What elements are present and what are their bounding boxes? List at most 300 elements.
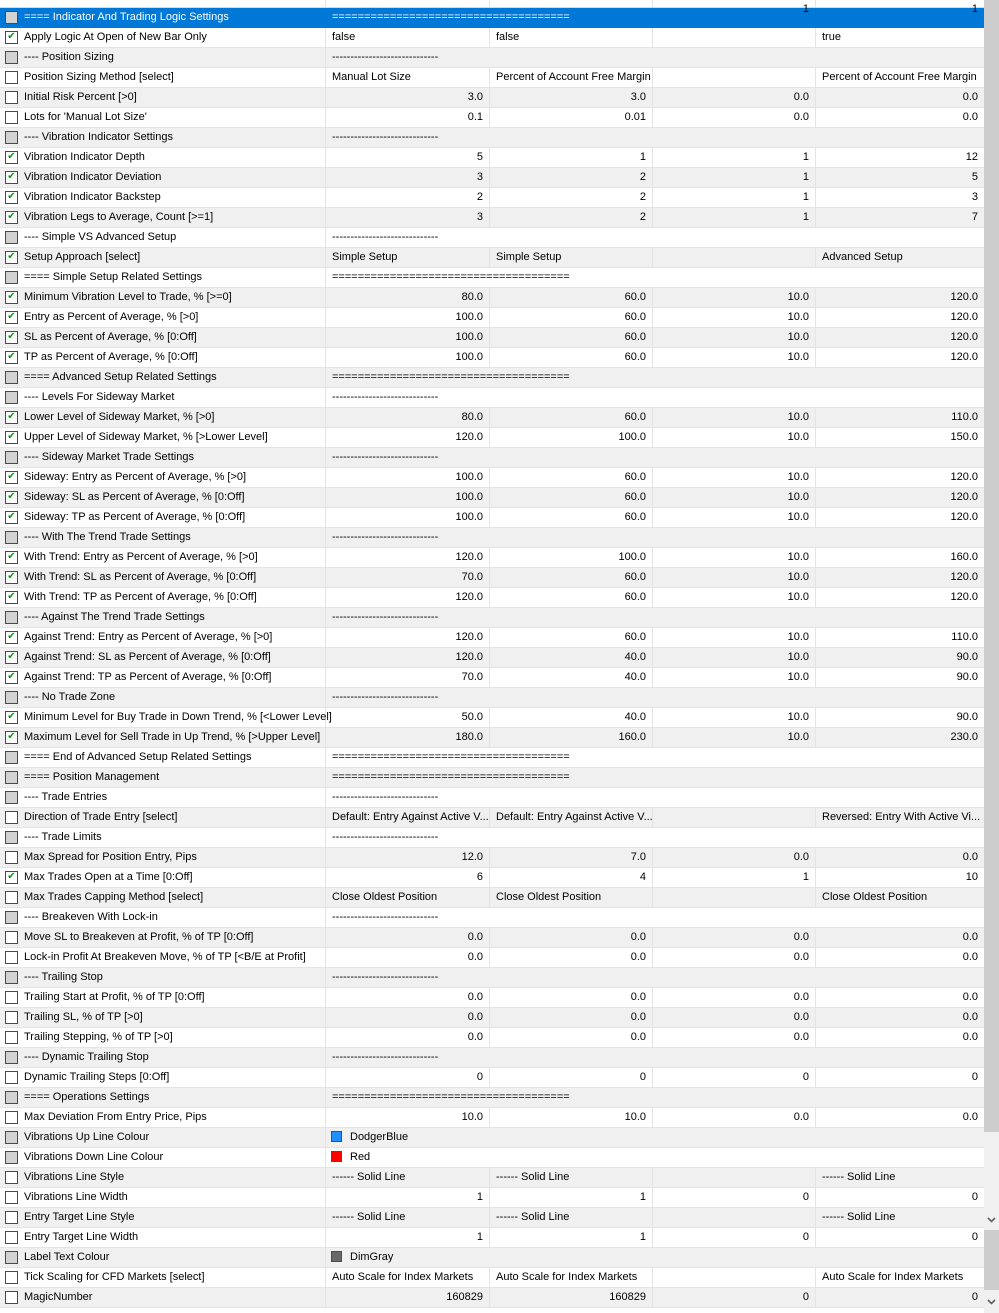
value-cell[interactable]: 6 [326,868,490,887]
stop-cell[interactable]: Auto Scale for Index Markets [822,1271,964,1283]
parameter-name-cell[interactable] [0,848,326,867]
table-row[interactable] [0,768,984,788]
start-cell[interactable]: 60.0 [490,288,653,307]
start-cell[interactable]: false [490,28,653,47]
start-cell[interactable]: 100.0 [490,548,653,567]
table-row[interactable] [0,928,984,948]
start-cell[interactable]: 60.0 [490,328,653,347]
parameter-name-cell[interactable] [0,328,326,347]
optimize-checkbox[interactable] [5,291,18,304]
step-cell[interactable]: 0.0 [653,1028,816,1047]
table-row[interactable] [0,28,984,48]
table-row[interactable] [0,968,984,988]
start-cell[interactable]: 1 [490,148,653,167]
step-cell[interactable]: 0 [653,1228,816,1247]
stop-cell[interactable]: 7 [971,211,978,223]
value-cell[interactable]: 3 [326,208,490,227]
step-cell[interactable] [653,28,816,47]
parameter-name-cell[interactable] [0,908,326,927]
step-cell[interactable]: 10.0 [653,428,816,447]
stop-cell[interactable]: 0 [971,1191,978,1203]
table-row[interactable] [0,248,984,268]
table-row[interactable] [0,1088,984,1108]
stop-cell[interactable]: 110.0 [951,631,978,643]
parameter-name-cell[interactable] [0,168,326,187]
value-cell[interactable]: ------ Solid Line [326,1208,490,1227]
parameter-name-cell[interactable] [0,568,326,587]
start-cell[interactable]: 40.0 [490,648,653,667]
stop-cell[interactable]: 0.0 [962,1031,978,1043]
parameter-name-cell[interactable] [0,788,326,807]
table-row[interactable] [0,748,984,768]
optimize-checkbox[interactable] [5,751,18,764]
stop-cell[interactable]: 10 [965,871,978,883]
value-cell[interactable]: 0.0 [326,948,490,967]
step-cell[interactable]: 0 [653,1288,816,1307]
parameter-name-cell[interactable] [0,648,326,667]
stop-cell[interactable]: 120.0 [950,471,978,483]
step-cell[interactable]: 0.0 [653,88,816,107]
table-row[interactable] [0,348,984,368]
parameter-name-cell[interactable] [0,708,332,727]
optimize-checkbox[interactable] [5,871,18,884]
optimize-checkbox[interactable] [5,651,18,664]
optimize-checkbox[interactable] [5,1071,18,1084]
start-cell[interactable]: 2 [490,208,653,227]
optimize-checkbox[interactable] [5,691,18,704]
optimize-checkbox[interactable] [5,731,18,744]
value-cell[interactable]: 100.0 [326,328,490,347]
value-cell[interactable]: 120.0 [326,548,490,567]
parameter-name-cell[interactable] [0,828,326,847]
parameter-name-cell[interactable] [0,508,326,527]
optimize-checkbox[interactable] [5,591,18,604]
start-cell[interactable]: Close Oldest Position [490,888,653,907]
optimize-checkbox[interactable] [5,1131,18,1144]
value-cell[interactable]: Simple Setup [326,248,490,267]
table-row[interactable] [0,68,984,88]
parameter-name-cell[interactable] [0,1148,326,1167]
optimize-checkbox[interactable] [5,791,18,804]
parameter-name-cell[interactable] [0,688,326,707]
table-row[interactable] [0,1208,984,1228]
optimize-checkbox[interactable] [5,391,18,404]
step-cell[interactable]: 0.0 [653,108,816,127]
optimize-checkbox[interactable] [5,1271,18,1284]
step-cell[interactable] [653,1208,816,1227]
parameter-name-cell[interactable] [0,628,326,647]
stop-cell[interactable]: ------ Solid Line [822,1171,896,1183]
parameter-name-cell[interactable] [0,208,326,227]
step-cell[interactable]: 1 [653,188,816,207]
step-cell[interactable] [653,808,816,827]
table-row[interactable] [0,588,984,608]
optimize-checkbox[interactable] [5,931,18,944]
stop-cell[interactable]: 0 [971,1291,978,1303]
step-cell[interactable]: 0.0 [653,928,816,947]
optimize-checkbox[interactable] [5,331,18,344]
step-cell[interactable]: 1 [653,868,816,887]
table-row[interactable] [0,828,984,848]
step-cell[interactable] [653,68,816,87]
table-row[interactable] [0,628,984,648]
optimize-checkbox[interactable] [5,1091,18,1104]
stop-cell[interactable]: 0.0 [962,951,978,963]
optimize-checkbox[interactable] [5,231,18,244]
optimize-checkbox[interactable] [5,1231,18,1244]
step-cell[interactable]: 10.0 [653,348,816,367]
value-cell[interactable]: 0.0 [326,988,490,1007]
optimize-checkbox[interactable] [5,1011,18,1024]
step-cell[interactable]: 10.0 [653,508,816,527]
stop-cell[interactable]: 5 [971,171,978,183]
parameter-name-cell[interactable] [0,888,326,907]
parameter-name-cell[interactable] [0,88,326,107]
step-cell[interactable]: 1 [653,148,816,167]
optimize-checkbox[interactable] [5,1031,18,1044]
optimize-checkbox[interactable] [5,631,18,644]
table-row[interactable] [0,428,984,448]
step-cell[interactable]: 0.0 [653,1008,816,1027]
parameter-name-cell[interactable] [0,528,326,547]
optimize-checkbox[interactable] [5,471,18,484]
parameter-name-cell[interactable] [0,48,326,67]
optimize-checkbox[interactable] [5,531,18,544]
parameter-name-cell[interactable] [0,728,326,747]
table-row[interactable] [0,708,984,728]
value-cell[interactable]: Auto Scale for Index Markets [326,1268,490,1287]
optimize-checkbox[interactable] [5,191,18,204]
table-row[interactable] [0,1248,984,1268]
stop-cell[interactable]: 0 [971,1071,978,1083]
table-row[interactable] [0,1268,984,1288]
table-row[interactable] [0,848,984,868]
optimize-checkbox[interactable] [5,211,18,224]
step-cell[interactable]: 10.0 [653,408,816,427]
parameter-name-cell[interactable] [0,148,326,167]
stop-cell[interactable]: 0.0 [962,851,978,863]
table-row[interactable] [0,208,984,228]
optimize-checkbox[interactable] [5,951,18,964]
value-cell[interactable]: 180.0 [326,728,490,747]
start-cell[interactable]: 1 [490,1228,653,1247]
table-row[interactable] [0,1008,984,1028]
step-cell[interactable]: 0 [653,1068,816,1087]
stop-cell[interactable]: 120.0 [950,491,978,503]
step-cell[interactable]: 0.0 [653,1108,816,1127]
parameter-name-cell[interactable] [0,968,326,987]
stop-cell[interactable]: 0.0 [962,111,978,123]
parameter-name-cell[interactable] [0,1268,326,1287]
optimize-checkbox[interactable] [5,851,18,864]
value-cell[interactable]: Default: Entry Against Active V... [326,808,490,827]
parameter-name-cell[interactable] [0,228,326,247]
optimize-checkbox[interactable] [5,671,18,684]
start-cell[interactable]: 0.0 [490,1008,653,1027]
optimize-checkbox[interactable] [5,151,18,164]
table-row[interactable] [0,268,984,288]
start-cell[interactable]: 0.0 [490,1028,653,1047]
parameter-name-cell[interactable] [0,928,326,947]
parameter-name-cell[interactable] [0,448,326,467]
value-cell[interactable]: 100.0 [326,308,490,327]
stop-cell[interactable]: 12 [965,151,978,163]
table-row[interactable] [0,228,984,248]
table-row[interactable] [0,408,984,428]
value-cell[interactable]: 1 [326,1188,490,1207]
stop-cell[interactable]: Advanced Setup [822,251,903,263]
step-cell[interactable] [653,1168,816,1187]
value-cell[interactable]: 2 [326,188,490,207]
value-cell[interactable]: 120.0 [326,648,490,667]
start-cell[interactable]: 40.0 [490,668,653,687]
value-cell[interactable]: false [326,28,490,47]
step-cell[interactable]: 1 [653,168,816,187]
table-row[interactable] [0,468,984,488]
table-row[interactable] [0,8,984,28]
step-cell[interactable]: 0.0 [653,848,816,867]
parameter-name-cell[interactable] [0,1248,326,1267]
table-row[interactable] [0,1048,984,1068]
parameter-name-cell[interactable] [0,1188,326,1207]
value-cell[interactable]: 0.1 [326,108,490,127]
value-cell[interactable]: 5 [326,148,490,167]
start-cell[interactable]: 60.0 [490,468,653,487]
parameter-name-cell[interactable] [0,268,326,287]
start-cell[interactable]: 3.0 [490,88,653,107]
value-cell[interactable]: 0.0 [326,1028,490,1047]
stop-cell[interactable]: 120.0 [950,311,978,323]
table-row[interactable] [0,1128,984,1148]
step-cell[interactable]: 0.0 [653,988,816,1007]
stop-cell[interactable]: 0 [971,1231,978,1243]
table-row[interactable] [0,1068,984,1088]
outer-scrollbar-thumb[interactable] [984,1230,999,1290]
parameter-name-cell[interactable] [0,1068,326,1087]
stop-cell[interactable]: ------ Solid Line [822,1211,896,1223]
optimize-checkbox[interactable] [5,271,18,284]
optimize-checkbox[interactable] [5,551,18,564]
step-cell[interactable]: 10.0 [653,328,816,347]
step-cell[interactable]: 10.0 [653,288,816,307]
step-cell[interactable]: 10.0 [653,548,816,567]
value-cell[interactable]: 3 [326,168,490,187]
table-row[interactable] [0,168,984,188]
optimize-checkbox[interactable] [5,1191,18,1204]
optimize-checkbox[interactable] [5,571,18,584]
table-row[interactable] [0,668,984,688]
table-row[interactable] [0,728,984,748]
color-value-cell[interactable] [326,1148,984,1167]
table-row[interactable] [0,108,984,128]
value-cell[interactable]: 70.0 [326,568,490,587]
parameter-name-cell[interactable] [0,128,326,147]
table-row[interactable] [0,128,984,148]
step-cell[interactable] [653,888,816,907]
step-cell[interactable]: 0 [653,1188,816,1207]
stop-cell[interactable]: 110.0 [951,411,978,423]
value-cell[interactable]: 10.0 [326,1108,490,1127]
start-cell[interactable]: ------ Solid Line [490,1208,653,1227]
start-cell[interactable]: 0.0 [490,928,653,947]
parameter-name-cell[interactable] [0,1048,326,1067]
parameter-name-cell[interactable] [0,608,326,627]
step-cell[interactable]: 10.0 [653,488,816,507]
start-cell[interactable]: 60.0 [490,588,653,607]
stop-cell[interactable]: 120.0 [950,331,978,343]
table-row[interactable] [0,568,984,588]
optimize-checkbox[interactable] [5,1211,18,1224]
parameter-name-cell[interactable] [0,68,326,87]
color-value-cell[interactable] [326,1248,984,1267]
table-row[interactable] [0,308,984,328]
start-cell[interactable]: 2 [490,168,653,187]
value-cell[interactable]: 100.0 [326,508,490,527]
start-cell[interactable]: Percent of Account Free Margin [490,68,653,87]
start-cell[interactable]: 60.0 [490,628,653,647]
optimize-checkbox[interactable] [5,831,18,844]
stop-cell[interactable]: 120.0 [950,591,978,603]
parameter-name-cell[interactable] [0,1128,326,1147]
start-cell[interactable]: 7.0 [490,848,653,867]
stop-cell[interactable]: Reversed: Entry With Active Vi... [822,811,981,823]
table-row[interactable] [0,488,984,508]
optimize-checkbox[interactable] [5,371,18,384]
stop-cell[interactable]: 0.0 [962,931,978,943]
start-cell[interactable]: 40.0 [490,708,653,727]
optimize-checkbox[interactable] [5,1151,18,1164]
parameter-name-cell[interactable] [0,768,326,787]
start-cell[interactable]: 0.01 [490,108,653,127]
stop-cell[interactable]: 0.0 [962,1111,978,1123]
optimize-checkbox[interactable] [5,611,18,624]
optimize-checkbox[interactable] [5,411,18,424]
stop-cell[interactable]: 120.0 [950,511,978,523]
optimize-checkbox[interactable] [5,451,18,464]
table-row[interactable] [0,1028,984,1048]
value-cell[interactable]: 0 [326,1068,490,1087]
step-cell[interactable]: 10.0 [653,708,816,727]
start-cell[interactable]: 0.0 [490,988,653,1007]
value-cell[interactable]: 3.0 [326,88,490,107]
parameter-name-cell[interactable] [0,8,326,27]
step-cell[interactable]: 1 [653,208,816,227]
parameter-name-cell[interactable] [0,248,326,267]
optimize-checkbox[interactable] [5,131,18,144]
table-row[interactable] [0,548,984,568]
step-cell[interactable]: 10.0 [653,648,816,667]
stop-cell[interactable]: Percent of Account Free Margin [822,71,977,83]
value-cell[interactable]: 100.0 [326,348,490,367]
table-row[interactable] [0,1148,984,1168]
start-cell[interactable]: 60.0 [490,348,653,367]
value-cell[interactable]: 0.0 [326,1008,490,1027]
scrollbar-thumb[interactable] [984,0,999,1132]
parameter-name-cell[interactable] [0,488,326,507]
table-row[interactable] [0,888,984,908]
table-row[interactable] [0,1288,984,1308]
table-row[interactable] [0,188,984,208]
step-cell[interactable]: 10.0 [653,468,816,487]
value-cell[interactable]: Manual Lot Size [326,68,490,87]
value-cell[interactable]: 100.0 [326,468,490,487]
table-row[interactable] [0,508,984,528]
optimize-checkbox[interactable] [5,431,18,444]
optimize-checkbox[interactable] [5,111,18,124]
stop-cell[interactable]: 0.0 [962,991,978,1003]
optimize-checkbox[interactable] [5,1251,18,1264]
parameter-name-cell[interactable] [0,548,326,567]
table-row[interactable] [0,808,984,828]
value-cell[interactable]: 120.0 [326,628,490,647]
start-cell[interactable]: 2 [490,188,653,207]
table-row[interactable] [0,528,984,548]
table-row[interactable] [0,908,984,928]
optimize-checkbox[interactable] [5,31,18,44]
optimize-checkbox[interactable] [5,971,18,984]
parameter-name-cell[interactable] [0,388,326,407]
start-cell[interactable]: 0.0 [490,948,653,967]
optimize-checkbox[interactable] [5,91,18,104]
table-row[interactable] [0,688,984,708]
table-row[interactable] [0,148,984,168]
optimize-checkbox[interactable] [5,1291,18,1304]
stop-cell[interactable]: 90.0 [956,651,978,663]
table-row[interactable] [0,328,984,348]
stop-cell[interactable]: 0.0 [962,91,978,103]
parameter-name-cell[interactable] [0,668,326,687]
start-cell[interactable]: 100.0 [490,428,653,447]
parameter-name-cell[interactable] [0,1208,326,1227]
color-value-cell[interactable] [326,1128,984,1147]
start-cell[interactable]: 60.0 [490,568,653,587]
step-cell[interactable]: 10.0 [653,308,816,327]
parameter-name-cell[interactable] [0,748,326,767]
start-cell[interactable]: 160.0 [490,728,653,747]
optimize-checkbox[interactable] [5,351,18,364]
start-cell[interactable]: 60.0 [490,308,653,327]
value-cell[interactable]: 120.0 [326,588,490,607]
stop-cell[interactable]: 230.0 [950,731,978,743]
parameter-name-cell[interactable] [0,288,326,307]
table-row[interactable] [0,948,984,968]
optimize-checkbox[interactable] [5,311,18,324]
optimize-checkbox[interactable] [5,171,18,184]
step-cell[interactable]: 10.0 [653,668,816,687]
table-row[interactable] [0,988,984,1008]
table-row[interactable] [0,388,984,408]
stop-cell[interactable]: 120.0 [950,351,978,363]
table-row[interactable] [0,868,984,888]
step-cell[interactable]: 10.0 [653,568,816,587]
vertical-scrollbar[interactable] [984,0,999,1313]
parameter-name-cell[interactable] [0,108,326,127]
value-cell[interactable]: 80.0 [326,408,490,427]
optimize-checkbox[interactable] [5,911,18,924]
value-cell[interactable]: 100.0 [326,488,490,507]
outer-scrollbar-down-button[interactable] [984,1290,999,1313]
table-row[interactable] [0,48,984,68]
optimize-checkbox[interactable] [5,511,18,524]
step-cell[interactable]: 10.0 [653,728,816,747]
parameter-name-cell[interactable] [0,1288,326,1307]
optimize-checkbox[interactable] [5,771,18,784]
table-row[interactable] [0,1228,984,1248]
parameter-name-cell[interactable] [0,588,326,607]
table-row[interactable] [0,1108,984,1128]
optimize-checkbox[interactable] [5,71,18,84]
value-cell[interactable]: 80.0 [326,288,490,307]
